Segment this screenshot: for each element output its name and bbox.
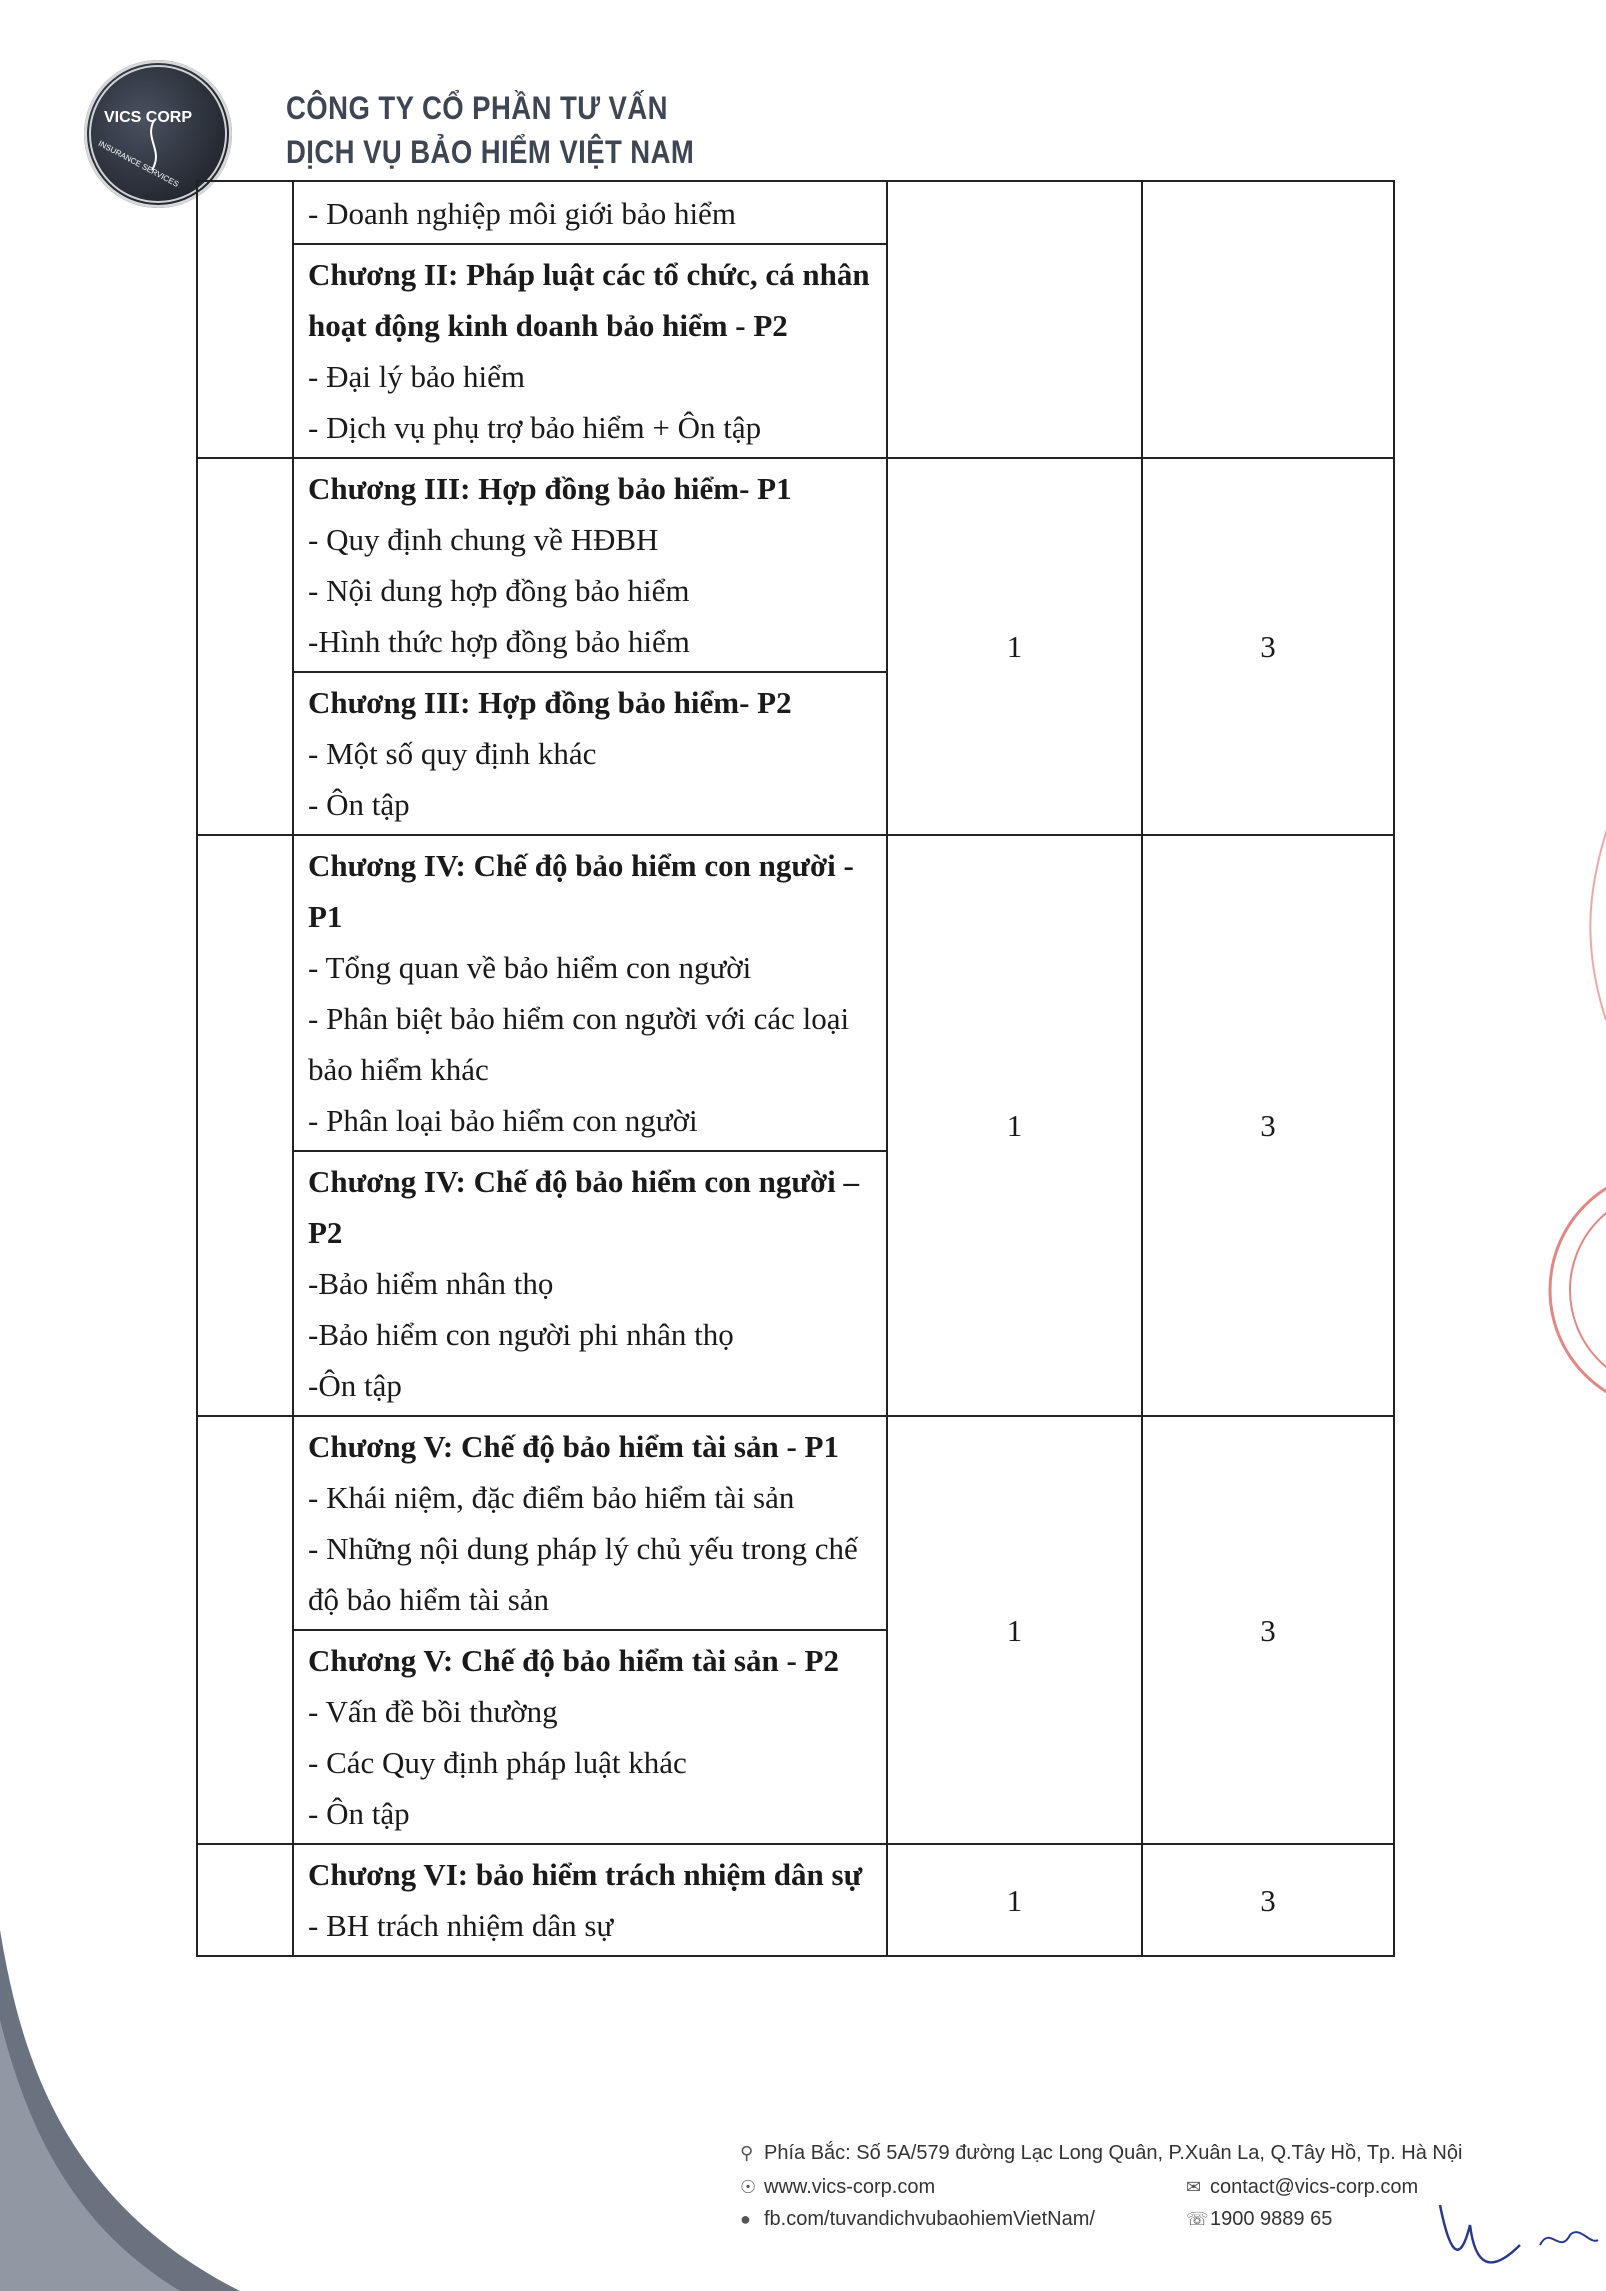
topic-line: -Bảo hiểm con người phi nhân thọ xyxy=(308,1317,734,1352)
content-cell xyxy=(293,1151,887,1416)
hours-cell: 3 xyxy=(1142,1844,1394,1956)
company-name-line2: DỊCH VỤ BẢO HIỂM VIỆT NAM xyxy=(286,134,695,170)
topic-line: - Vấn đề bồi thường xyxy=(308,1694,558,1729)
topic-line: - Dịch vụ phụ trợ bảo hiểm + Ôn tập xyxy=(308,410,762,445)
content-cell xyxy=(293,835,887,1151)
footer-website[interactable]: ☉ www.vics-corp.com xyxy=(740,2176,936,2198)
chapter-title: Chương III: Hợp đồng bảo hiểm- P1 xyxy=(308,471,792,506)
index-cell xyxy=(197,181,293,458)
index-cell xyxy=(197,1416,293,1844)
company-name-line1: CÔNG TY CỔ PHẦN TƯ VẤN xyxy=(286,90,668,126)
phone-icon: ☏ xyxy=(1186,2209,1209,2229)
content-cell xyxy=(293,1416,887,1630)
topic-line: - Một số quy định khác xyxy=(308,736,597,771)
signature xyxy=(1430,2185,1600,2285)
topic-line: -Bảo hiểm nhân thọ xyxy=(308,1266,554,1301)
theory-sessions-cell: 1 xyxy=(887,458,1142,835)
chapter-title: Chương II: Pháp luật các tổ chức, cá nhân hoạt động kinh doanh bảo hiểm - P2 xyxy=(308,257,870,343)
footer-email[interactable]: ✉ contact@vics-corp.com xyxy=(1186,2176,1419,2198)
footer-phone[interactable]: ☏1900 9889 65 xyxy=(1186,2208,1333,2230)
table-row xyxy=(197,181,1394,244)
topic-line: -Hình thức hợp đồng bảo hiểm xyxy=(308,624,690,659)
topic-line: - Khái niệm, đặc điểm bảo hiểm tài sản xyxy=(308,1480,795,1515)
content-cell xyxy=(293,181,887,244)
globe-icon: ☉ xyxy=(740,2177,757,2197)
topic-line: - BH trách nhiệm dân sự xyxy=(308,1908,614,1943)
theory-sessions-cell: 1 xyxy=(887,835,1142,1416)
chapter-title: Chương V: Chế độ bảo hiểm tài sản - P2 xyxy=(308,1643,839,1678)
topic-line: - Các Quy định pháp luật khác xyxy=(308,1745,687,1780)
chapter-title: Chương IV: Chế độ bảo hiểm con người - P1 xyxy=(308,848,854,934)
chapter-title: Chương V: Chế độ bảo hiểm tài sản - P1 xyxy=(308,1429,839,1464)
logo-text-top: VICS CORP xyxy=(104,109,193,126)
content-cell xyxy=(293,1630,887,1844)
content-cell xyxy=(293,458,887,672)
topic-line: - Quy định chung về HĐBH xyxy=(308,522,659,557)
topic-line: - Phân loại bảo hiểm con người xyxy=(308,1103,698,1138)
hours-cell xyxy=(1142,181,1394,458)
hours-cell: 3 xyxy=(1142,1416,1394,1844)
chapter-title: Chương III: Hợp đồng bảo hiểm- P2 xyxy=(308,685,792,720)
content-cell xyxy=(293,244,887,458)
index-cell xyxy=(197,458,293,835)
index-cell xyxy=(197,1844,293,1956)
content-cell xyxy=(293,672,887,835)
topic-line: -Ôn tập xyxy=(308,1368,402,1403)
hours-cell: 3 xyxy=(1142,835,1394,1416)
topic-line: - Những nội dung pháp lý chủ yếu trong chế độ bảo hiểm tài sản xyxy=(308,1531,858,1617)
logo-text-ring: INSURANCE SERVICES xyxy=(96,138,181,189)
course-table xyxy=(196,180,1395,1957)
chapter-title: Chương IV: Chế độ bảo hiểm con người – P2 xyxy=(308,1164,859,1250)
company-name xyxy=(286,86,694,174)
index-cell xyxy=(197,835,293,1416)
table-row xyxy=(197,835,1394,1151)
decorative-swoosh xyxy=(0,1900,260,2291)
hours-cell: 3 xyxy=(1142,458,1394,835)
topic-line: - Ôn tập xyxy=(308,787,410,822)
topic-line: - Ôn tập xyxy=(308,1796,410,1831)
content-cell xyxy=(293,1844,887,1956)
company-stamp xyxy=(1520,820,1606,1520)
facebook-icon: ● xyxy=(740,2209,751,2229)
table-row xyxy=(197,1416,1394,1630)
table-row xyxy=(197,1844,1394,1956)
topic-line: - Phân biệt bảo hiểm con người với các loại bảo hiểm khác xyxy=(308,1001,850,1087)
theory-sessions-cell xyxy=(887,181,1142,458)
topic-line: - Doanh nghiệp môi giới bảo hiểm xyxy=(308,196,736,231)
topic-line: - Tổng quan về bảo hiểm con người xyxy=(308,950,752,985)
footer-address: ⚲ Phía Bắc: Số 5A/579 đường Lạc Long Quân, P.Xuân La, Q.Tây Hồ, Tp. Hà Nội xyxy=(740,2142,1463,2164)
chapter-title: Chương VI: bảo hiểm trách nhiệm dân sự xyxy=(308,1857,863,1892)
table-row xyxy=(197,458,1394,672)
theory-sessions-cell: 1 xyxy=(887,1844,1142,1956)
mail-icon: ✉ xyxy=(1186,2177,1202,2197)
topic-line: - Đại lý bảo hiểm xyxy=(308,359,525,394)
theory-sessions-cell: 1 xyxy=(887,1416,1142,1844)
topic-line: - Nội dung hợp đồng bảo hiểm xyxy=(308,573,690,608)
footer-facebook[interactable]: ● fb.com/tuvandichvubaohiemVietNam/ xyxy=(740,2208,1095,2230)
location-pin-icon: ⚲ xyxy=(740,2143,754,2163)
